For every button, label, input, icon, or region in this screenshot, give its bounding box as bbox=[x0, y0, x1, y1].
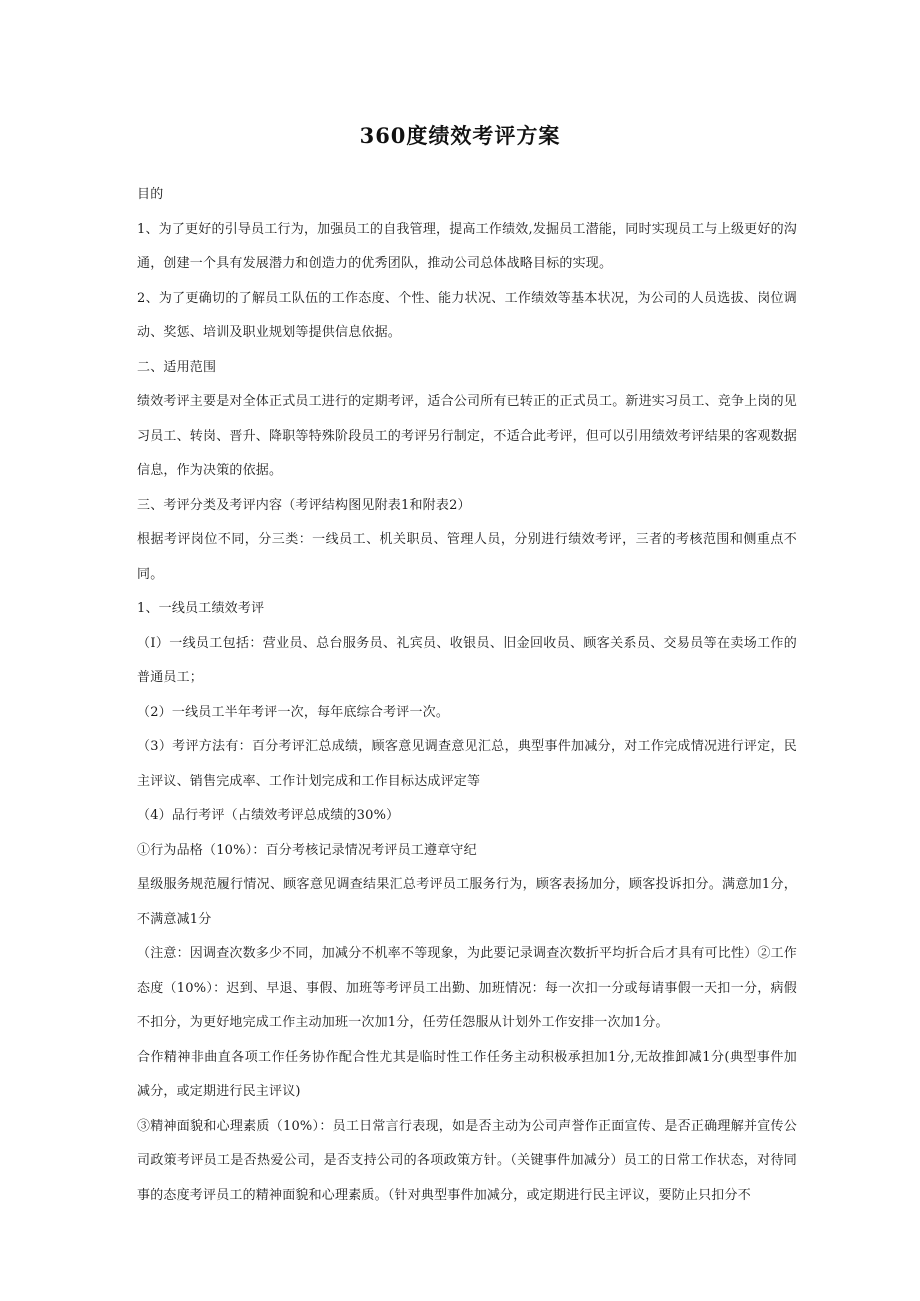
paragraph-purpose-heading: 目的 bbox=[137, 187, 164, 202]
paragraph-cooperation: 合作精神非曲直各项工作任务协作配合性尤其是临时性工作任务主动积极承担加1分,无故推卸减1分(典型事件加减分，或定期进行民主评议) bbox=[137, 1049, 797, 1099]
paragraph-frontline-4: （4）品行考评（占绩效考评总成绩的30%） bbox=[137, 808, 400, 823]
paragraph-purpose-2: 2、为了更确切的了解员工队伍的工作态度、个性、能力状况、工作绩效等基本状况，为公司的人员选拔、岗位调动、奖惩、培训及职业规划等提供信息依据。 bbox=[137, 290, 797, 340]
document-title: 360度绩效考评方案 bbox=[359, 123, 561, 148]
paragraph-spirit: ③精神面貌和心理素质（10%）：员工日常言行表现，如是否主动为公司声誉作正面宣传、是否正确理解并宣传公司政策考评员工是否热爱公司，是否支持公司的各项政策方针。（关键事件加减分）员工的日常工作状态，对待同事的态度考评员工的精神面貌和心理素质。（针对典型事件加减分，或定期进行民主评议，要防止只扣分不 bbox=[137, 1118, 797, 1203]
paragraph-scope-body: 绩效考评主要是对全体正式员工进行的定期考评，适合公司所有已转正的正式员工。新进实习员工、竞争上岗的见习员工、转岗、晋升、降职等特殊阶段员工的考评另行制定，不适合此考评，但可以引用绩效考评结果的客观数据信息，作为决策的依据。 bbox=[137, 394, 798, 478]
paragraph-categories-body: 根据考评岗位不同，分三类：一线员工、机关职员、管理人员，分别进行绩效考评，三者的考核范围和侧重点不同。 bbox=[137, 532, 797, 582]
paragraph-frontline-heading: 1、一线员工绩效考评 bbox=[137, 601, 265, 616]
paragraph-frontline-2: （2）一线员工半年考评一次，每年底综合考评一次。 bbox=[137, 704, 450, 720]
paragraph-purpose-1: 1、为了更好的引导员工行为，加强员工的自我管理，提高工作绩效,发掘员工潜能，同时实现员工与上级更好的沟通，创建一个具有发展潜力和创造力的优秀团队，推动公司总体战略目标的实现。 bbox=[137, 221, 797, 271]
paragraph-behavior: ①行为品格（10%）：百分考核记录情况考评员工遵章守纪 bbox=[137, 842, 477, 858]
paragraph-attitude: （注意：因调查次数多少不同，加减分不机率不等现象，为此要记录调查次数折平均折合后才具有可比性）②工作态度（10%）：迟到、早退、事假、加班等考评员工出勤、加班情况：每一次扣一分或每请事假一天扣一分，病假不扣分，为更好地完成工作主动加班一次加1分，任劳任怨服从计划外工作安排一次加1分。 bbox=[137, 946, 798, 1030]
paragraph-frontline-3: （3）考评方法有：百分考评汇总成绩，顾客意见调查意见汇总，典型事件加减分，对工作完成情况进行评定，民主评议、销售完成率、工作计划完成和工作目标达成评定等 bbox=[137, 739, 797, 789]
paragraph-categories-heading: 三、考评分类及考评内容（考评结构图见附表1和附表2） bbox=[137, 497, 471, 513]
paragraph-service: 星级服务规范履行情况、顾客意见调查结果汇总考评员工服务行为，顾客表扬加分，顾客投诉扣分。满意加1分，不满意减1分 bbox=[137, 877, 797, 927]
paragraph-frontline-1: （I）一线员工包括：营业员、总台服务员、礼宾员、收银员、旧金回收员、顾客关系员、交易员等在卖场工作的普通员工； bbox=[137, 635, 797, 685]
paragraph-scope-heading: 二、适用范围 bbox=[137, 359, 217, 375]
document-body bbox=[137, 178, 797, 1213]
